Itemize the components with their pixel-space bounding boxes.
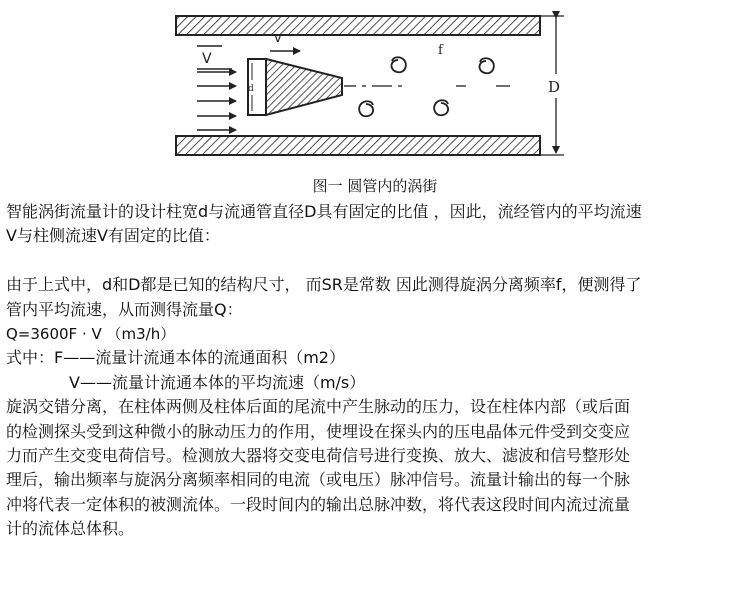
paragraph-line: 理后，输出频率与旋涡分离频率相同的电流（或电压）脉冲信号。流量计输出的每一个脉 xyxy=(6,470,631,490)
definition-line: V——流量计流通本体的平均流速（m/s） xyxy=(69,372,366,392)
pipe-diagram xyxy=(0,0,750,170)
vortex-lower-1 xyxy=(359,101,373,116)
label-v-body: v xyxy=(274,31,282,46)
paragraph-line: 力而产生交变电荷信号。检测放大器将交变电荷信号进行变换、放大、滤波和信号整形处 xyxy=(6,446,631,466)
flow-arrows xyxy=(197,72,236,130)
label-v-upstream: V xyxy=(202,51,212,67)
label-d: d xyxy=(248,84,254,94)
paragraph-line: 计的流体总体积。 xyxy=(6,519,135,539)
paragraph-line: 的检测探头受到这种微小的脉动压力的作用，使埋设在探头内的压电晶体元件受到交变应 xyxy=(6,421,631,441)
formula-line: Q=3600F · V （m3/h） xyxy=(6,325,176,344)
figure-caption: 图一 圆管内的涡街 xyxy=(312,177,438,195)
label-D: D xyxy=(548,78,561,96)
paragraph-line: 旋涡交错分离，在柱体两侧及柱体后面的尾流中产生脉动的压力，设在柱体内部（或后面 xyxy=(6,397,631,417)
bluff-body xyxy=(248,59,342,115)
paragraph-line: 冲将代表一定体积的被测流体。一段时间内的输出总脉冲数，将代表这段时间内流过流量 xyxy=(6,494,631,514)
paragraph-line: 智能涡街流量计的设计柱宽d与流通管直径D具有固定的比值 ，因此，流经管内的平均流速 xyxy=(6,202,642,221)
paragraph-line: 管内平均流速，从而测得流量Q： xyxy=(6,299,243,319)
definition-line: 式中：F——流量计流通本体的流通面积（m2） xyxy=(6,348,345,368)
vortex-upper-2 xyxy=(479,58,493,73)
article-body xyxy=(6,200,750,542)
paragraph-line: 由于上式中，d和D都是已知的结构尺寸， 而SR是常数 因此测得旋涡分离频率f，便测得了 xyxy=(6,275,642,295)
vortices xyxy=(359,57,494,116)
vortex-street-figure xyxy=(0,0,750,170)
pipe-wall-top xyxy=(176,16,540,35)
paragraph-line: V与柱侧流速V有固定的比值： xyxy=(6,226,220,246)
vortex-lower-2 xyxy=(434,100,448,115)
blank-line xyxy=(6,249,750,273)
label-f: f xyxy=(438,43,443,58)
vortex-upper-1 xyxy=(391,57,405,72)
pipe-wall-bottom xyxy=(176,136,540,155)
